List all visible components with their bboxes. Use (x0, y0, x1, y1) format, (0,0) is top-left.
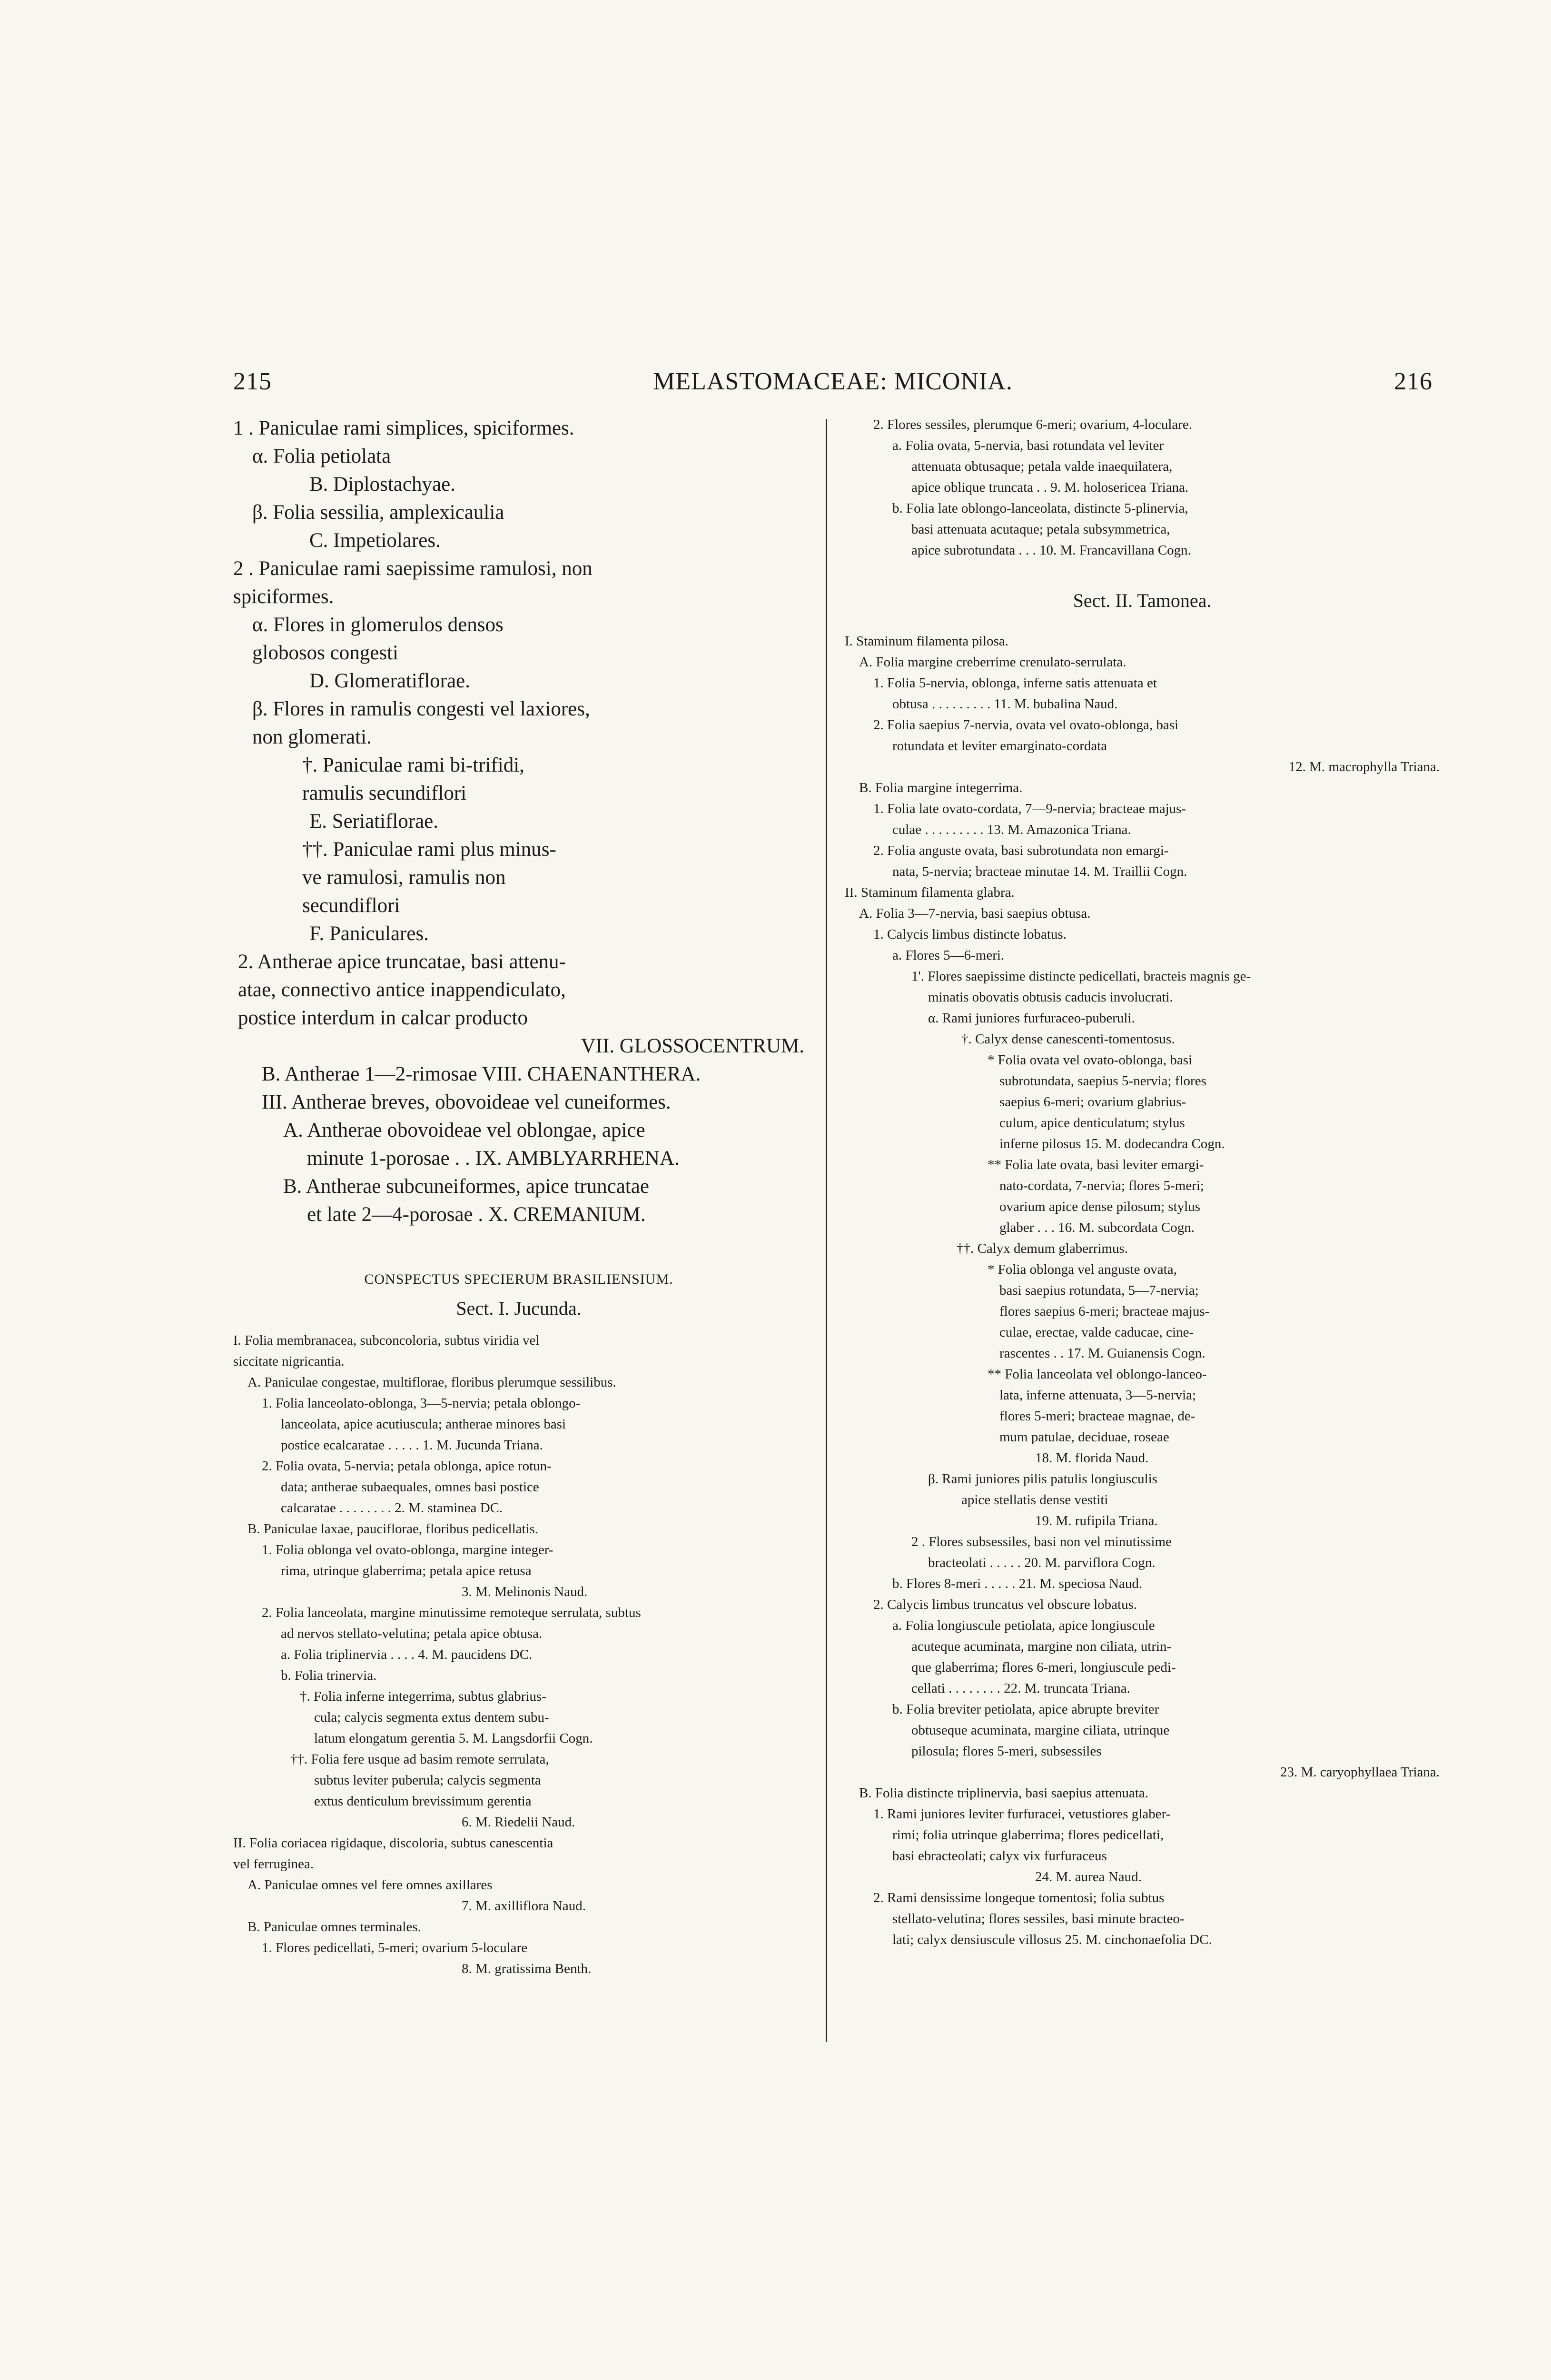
text-line: B. Antherae 1—2-rimosae VIII. CHAENANTHERA. (262, 1063, 701, 1085)
text-line: β. Rami juniores pilis patulis longiusculis (928, 1471, 1157, 1487)
text-line: 1. Folia late ovato-cordata, 7—9-nervia; bracteae majus- (873, 801, 1186, 816)
text-line: atae, connectivo antice inappendiculato, (238, 979, 566, 1001)
text-line: lanceolata, apice acutiuscula; antherae minores basi (281, 1417, 566, 1432)
text-line: nato-cordata, 7-nervia; flores 5-meri; (999, 1178, 1204, 1193)
text-line: apice subrotundata . . . 10. M. Francavillana Cogn. (911, 543, 1191, 558)
text-line: 1. Flores pedicellati, 5-meri; ovarium 5-loculare (262, 1940, 528, 1955)
text-line: α. Folia petiolata (252, 445, 391, 467)
text-line: 2. Folia lanceolata, margine minutissime remoteque serrulata, subtus (262, 1605, 641, 1620)
text-line: 2. Rami densissime longeque tomentosi; folia subtus (873, 1890, 1165, 1905)
text-line: 2. Antherae apice truncatae, basi attenu- (238, 951, 566, 973)
text-line: C. Impetiolares. (309, 529, 441, 552)
text-line: 2. Folia saepius 7-nervia, ovata vel ovato-oblonga, basi (873, 717, 1179, 733)
text-line: attenuata obtusaque; petala valde inaequilatera, (911, 459, 1173, 474)
text-line: basi saepius rotundata, 5—7-nervia; (999, 1283, 1199, 1298)
text-line: B. Diplostachyae. (309, 473, 455, 496)
text-line: 1. Rami juniores leviter furfuracei, vetustiores glaber- (873, 1806, 1171, 1822)
text-line: †. Paniculae rami bi-trifidi, (302, 754, 524, 776)
text-line: A. Paniculae omnes vel fere omnes axillares (247, 1877, 493, 1893)
text-line: 8. M. gratissima Benth. (462, 1961, 592, 1976)
text-line: 2 . Flores subsessiles, basi non vel minutissime (911, 1534, 1172, 1549)
running-title: MELASTOMACEAE: MICONIA. (653, 368, 1013, 395)
text-line: 18. M. florida Naud. (1035, 1450, 1149, 1466)
text-line: rima, utrinque glaberrima; petala apice retusa (281, 1563, 532, 1578)
text-line: apice oblique truncata . . 9. M. holosericea Triana. (911, 480, 1189, 495)
text-line: minute 1-porosae . . IX. AMBLYARRHENA. (307, 1147, 680, 1170)
text-line: data; antherae subaequales, omnes basi postice (281, 1479, 539, 1495)
section-heading-jucunda: Sect. I. Jucunda. (456, 1298, 582, 1319)
text-line: culae . . . . . . . . . 13. M. Amazonica Triana. (892, 822, 1131, 837)
text-line: ††. Folia fere usque ad basim remote serrulata, (290, 1752, 549, 1767)
text-line: II. Staminum filamenta glabra. (845, 885, 1015, 900)
genus-section-key (233, 414, 804, 1229)
text-line: ** Folia lanceolata vel oblongo-lanceo- (988, 1367, 1207, 1382)
left-column (233, 414, 804, 1979)
text-line: culum, apice denticulatum; stylus (999, 1115, 1185, 1130)
text-line: stellato-velutina; flores sessiles, basi minute bracteo- (892, 1911, 1185, 1926)
text-line: b. Folia trinervia. (281, 1668, 377, 1683)
text-line: globosos congesti (252, 642, 398, 664)
text-line: apice stellatis dense vestiti (961, 1492, 1108, 1507)
text-line: ** Folia late ovata, basi leviter emargi- (988, 1157, 1204, 1172)
text-line: II. Folia coriacea rigidaque, discoloria, subtus canescentia (233, 1835, 553, 1851)
text-line: culae, erectae, valde caducae, cine- (999, 1325, 1194, 1340)
text-line: subrotundata, saepius 5-nervia; flores (999, 1073, 1206, 1089)
text-line: ramulis secundiflori (302, 782, 467, 804)
text-line: b. Folia late oblongo-lanceolata, distincte 5-plinervia, (892, 501, 1188, 516)
text-line: postice interdum in calcar producto (238, 1007, 528, 1029)
text-line: 2. Folia anguste ovata, basi subrotundata non emargi- (873, 843, 1169, 858)
text-line: glaber . . . 16. M. subcordata Cogn. (999, 1220, 1195, 1235)
text-line: 1. Folia lanceolato-oblonga, 3—5-nervia; petala oblongo- (262, 1396, 581, 1411)
text-line: B. Folia distincte triplinervia, basi saepius attenuata. (859, 1785, 1149, 1801)
text-line: A. Folia margine creberrime crenulato-serrulata. (859, 654, 1126, 670)
text-line: B. Folia margine integerrima. (859, 780, 1023, 795)
text-line: pilosula; flores 5-meri, subsessiles (911, 1744, 1102, 1759)
text-line: subtus leviter puberula; calycis segmenta (314, 1773, 541, 1788)
text-line: rimi; folia utrinque glaberrima; flores pedicellati, (892, 1827, 1164, 1843)
text-line: lati; calyx densiuscule villosus 25. M. cinchonaefolia DC. (892, 1932, 1212, 1947)
text-line: minatis obovatis obtusis caducis involucrati. (928, 990, 1173, 1005)
text-line: 1. Folia oblonga vel ovato-oblonga, margine integer- (262, 1542, 553, 1557)
text-line: * Folia ovata vel ovato-oblonga, basi (988, 1052, 1193, 1068)
text-line: postice ecalcaratae . . . . . 1. M. Jucunda Triana. (281, 1438, 543, 1453)
text-line: ve ramulosi, ramulis non (302, 866, 506, 889)
text-line: ad nervos stellato-velutina; petala apice obtusa. (281, 1626, 543, 1641)
text-line: D. Glomeratiflorae. (309, 670, 470, 692)
text-line: III. Antherae breves, obovoideae vel cuneiformes. (262, 1091, 671, 1113)
text-line: obtuseque acuminata, margine ciliata, utrinque (911, 1723, 1170, 1738)
text-line: 12. M. macrophylla Triana. (1288, 759, 1440, 774)
species-key-tamonea (845, 631, 1440, 1950)
text-line: 19. M. rufipila Triana. (1035, 1513, 1158, 1528)
text-line: inferne pilosus 15. M. dodecandra Cogn. (999, 1136, 1225, 1151)
text-line: basi ebracteolati; calyx vix furfuraceus (892, 1848, 1107, 1864)
page-number-right: 216 (1394, 368, 1432, 395)
text-line: α. Flores in glomerulos densos (252, 614, 504, 636)
text-line: ††. Calyx demum glaberrimus. (957, 1241, 1128, 1256)
text-line: 2. Folia ovata, 5-nervia; petala oblonga, apice rotun- (262, 1458, 552, 1474)
text-line: a. Flores 5—6-meri. (892, 948, 1005, 963)
text-line: non glomerati. (252, 726, 372, 748)
text-line: mum patulae, deciduae, roseae (999, 1429, 1169, 1445)
text-line: α. Rami juniores furfuraceo-puberuli. (928, 1011, 1135, 1026)
text-line: A. Paniculae congestae, multiflorae, floribus plerumque sessilibus. (247, 1375, 616, 1390)
text-line: bracteolati . . . . . 20. M. parviflora Cogn. (928, 1555, 1156, 1570)
text-line: A. Antherae obovoideae vel oblongae, apice (283, 1119, 645, 1141)
text-line: 1'. Flores saepissime distincte pedicellati, bracteis magnis ge- (911, 969, 1251, 984)
text-line: †. Folia inferne integerrima, subtus glabrius- (300, 1689, 546, 1704)
text-line: ovarium apice dense pilosum; stylus (999, 1199, 1201, 1214)
text-line: I. Folia membranacea, subconcoloria, subtus viridia vel (233, 1333, 540, 1348)
text-line: saepius 6-meri; ovarium glabrius- (999, 1094, 1186, 1110)
conspectus-heading: CONSPECTUS SPECIERUM BRASILIENSIUM. (364, 1271, 673, 1287)
text-line: B. Paniculae laxae, pauciflorae, floribus pedicellatis. (247, 1521, 539, 1537)
column-divider (826, 419, 827, 2042)
text-line: F. Paniculares. (309, 922, 429, 945)
text-line: E. Seriatiflorae. (309, 810, 439, 833)
page-number-left: 215 (233, 368, 272, 395)
text-line: nata, 5-nervia; bracteae minutae 14. M. Traillii Cogn. (892, 864, 1187, 879)
text-line: B. Paniculae omnes terminales. (247, 1919, 421, 1934)
text-line: a. Folia triplinervia . . . . 4. M. paucidens DC. (281, 1647, 533, 1662)
text-line: 3. M. Melinonis Naud. (462, 1584, 588, 1599)
species-key-continued (845, 414, 1440, 561)
text-line: basi attenuata acutaque; petala subsymmetrica, (911, 522, 1170, 537)
right-column (845, 414, 1440, 1950)
text-line: ††. Paniculae rami plus minus- (302, 838, 556, 861)
text-line: vel ferruginea. (233, 1856, 314, 1872)
text-line: B. Antherae subcuneiformes, apice truncatae (283, 1175, 649, 1198)
text-line: lata, inferne attenuata, 3—5-nervia; (999, 1388, 1196, 1403)
section-heading-tamonea: Sect. II. Tamonea. (1073, 590, 1212, 611)
text-line: 2 . Paniculae rami saepissime ramulosi, non (233, 557, 593, 580)
text-line: spiciformes. (233, 585, 334, 608)
text-line: et late 2—4-porosae . X. CREMANIUM. (307, 1203, 646, 1226)
text-line: rascentes . . 17. M. Guianensis Cogn. (999, 1346, 1205, 1361)
text-line: rotundata et leviter emarginato-cordata (892, 738, 1107, 754)
text-line: A. Folia 3—7-nervia, basi saepius obtusa. (859, 906, 1091, 921)
species-key-jucunda (233, 1330, 804, 1979)
text-line: cellati . . . . . . . . 22. M. truncata Triana. (911, 1681, 1130, 1696)
text-line: †. Calyx dense canescenti-tomentosus. (961, 1031, 1175, 1047)
text-line: cula; calycis segmenta extus dentem subu- (314, 1710, 549, 1725)
text-line: b. Folia breviter petiolata, apice abrupte breviter (892, 1702, 1159, 1717)
text-line: 7. M. axilliflora Naud. (462, 1898, 586, 1914)
text-line: VII. GLOSSOCENTRUM. (581, 1035, 804, 1057)
text-line: extus denticulum brevissimum gerentia (314, 1794, 532, 1809)
page-header (233, 367, 1432, 401)
text-line: que glaberrima; flores 6-meri, longiuscule pedi- (911, 1660, 1176, 1675)
text-line: latum elongatum gerentia 5. M. Langsdorfii Cogn. (314, 1731, 593, 1746)
text-line: acuteque acuminata, margine non ciliata, utrin- (911, 1639, 1172, 1654)
text-line: obtusa . . . . . . . . . 11. M. bubalina Naud. (892, 696, 1118, 712)
text-line: β. Flores in ramulis congesti vel laxiores, (252, 698, 590, 720)
text-line: a. Folia longiuscule petiolata, apice longiuscule (892, 1618, 1155, 1633)
text-line: flores 5-meri; bracteae magnae, de- (999, 1408, 1195, 1424)
text-line: siccitate nigricantia. (233, 1354, 345, 1369)
text-line: 1 . Paniculae rami simplices, spiciformes. (233, 417, 574, 439)
text-line: flores saepius 6-meri; bracteae majus- (999, 1304, 1210, 1319)
text-line: 24. M. aurea Naud. (1035, 1869, 1142, 1884)
text-line: * Folia oblonga vel anguste ovata, (988, 1262, 1177, 1277)
text-line: I. Staminum filamenta pilosa. (845, 634, 1008, 649)
text-line: 1. Folia 5-nervia, oblonga, inferne satis attenuata et (873, 675, 1157, 691)
text-line: calcaratae . . . . . . . . 2. M. staminea DC. (281, 1500, 503, 1516)
text-line: 2. Flores sessiles, plerumque 6-meri; ovarium, 4-loculare. (873, 417, 1193, 432)
text-line: 6. M. Riedelii Naud. (462, 1815, 575, 1830)
text-line: 2. Calycis limbus truncatus vel obscure lobatus. (873, 1597, 1137, 1612)
text-line: b. Flores 8-meri . . . . . 21. M. speciosa Naud. (892, 1576, 1143, 1591)
text-line: β. Folia sessilia, amplexicaulia (252, 501, 504, 524)
text-line: secundiflori (302, 894, 400, 917)
text-line: 1. Calycis limbus distincte lobatus. (873, 927, 1067, 942)
text-line: a. Folia ovata, 5-nervia, basi rotundata vel leviter (892, 438, 1164, 453)
text-line: 23. M. caryophyllaea Triana. (1280, 1765, 1440, 1780)
